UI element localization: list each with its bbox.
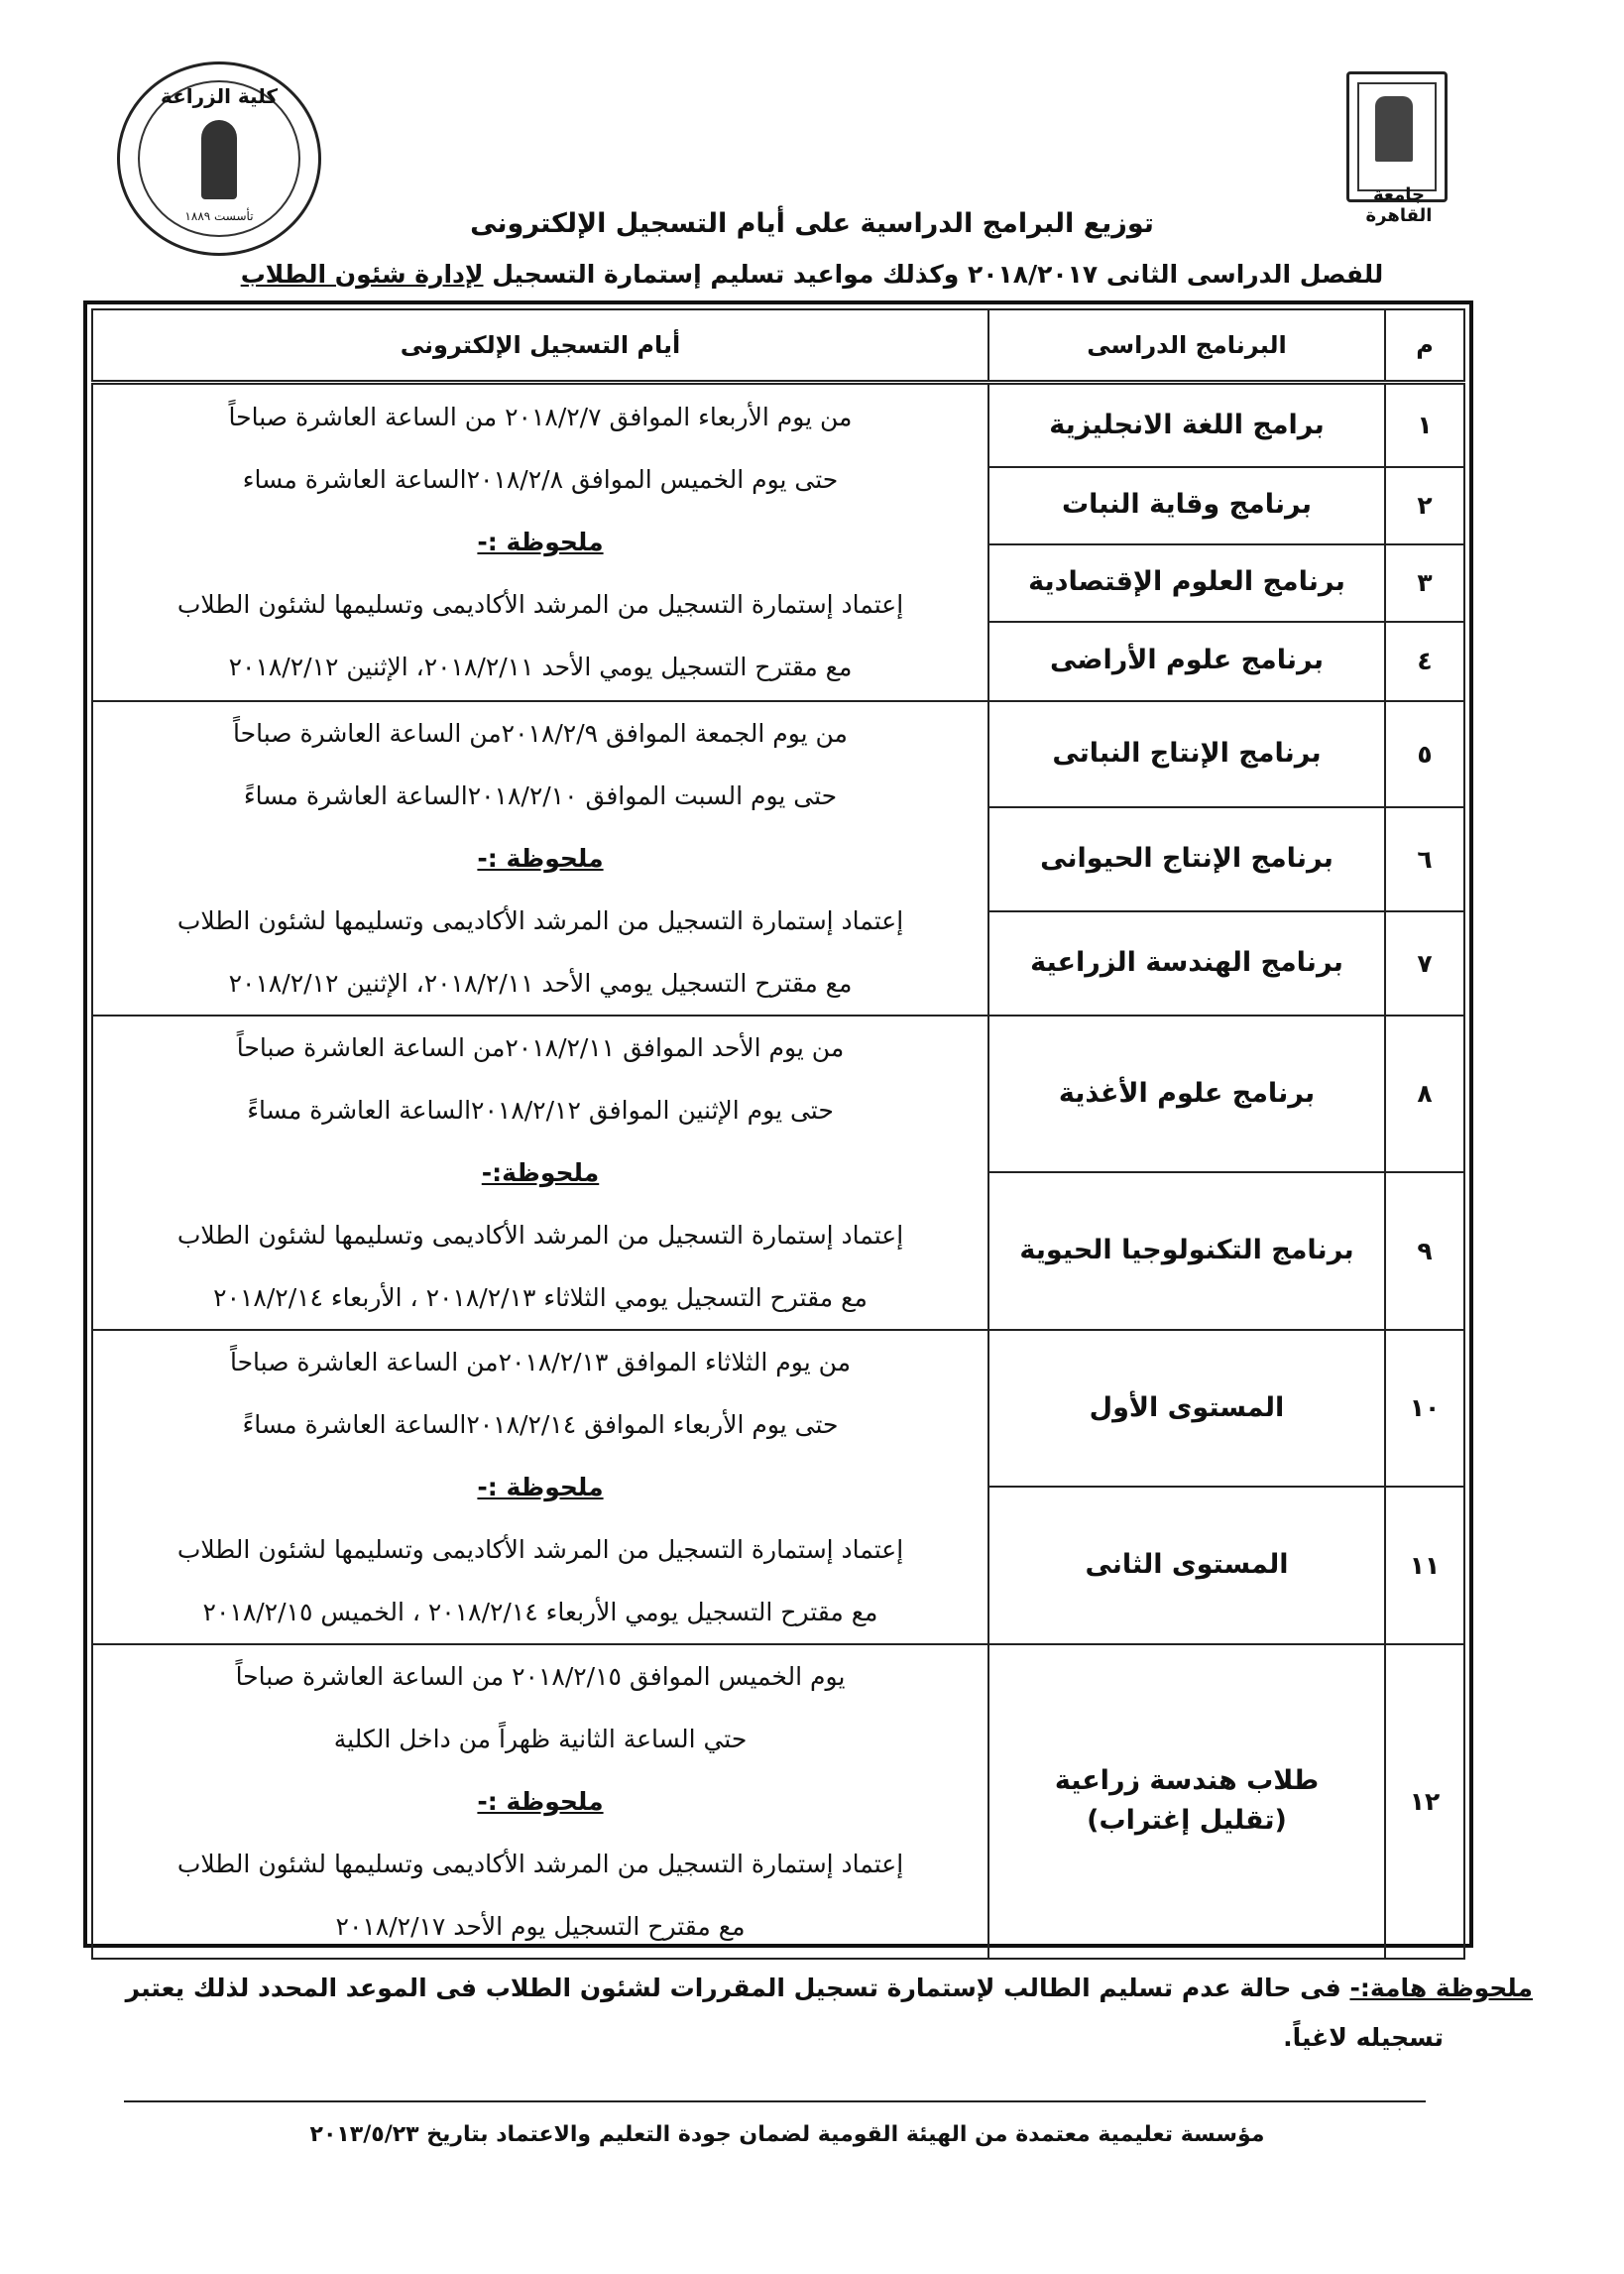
row-number: ٧ xyxy=(1385,911,1464,1016)
row-program: المستوى الأول xyxy=(988,1330,1385,1488)
row-number: ١٠ xyxy=(1385,1330,1464,1488)
days-line: من يوم الأحد الموافق ٢٠١٨/٢/١١من الساعة العاشرة صباحاً xyxy=(236,1032,845,1062)
row-number: ٢ xyxy=(1385,467,1464,544)
table-row xyxy=(92,383,1464,467)
days-line: مع مقترح التسجيل يومي الأحد ٢٠١٨/٢/١١، الإثنين ٢٠١٨/٢/١٢ xyxy=(228,653,853,682)
days-line: مع مقترح التسجيل يومي الأربعاء ٢٠١٨/٢/١٤ ، الخميس ٢٠١٨/٢/١٥ xyxy=(202,1597,878,1626)
days-note-label: ملحوظة :- xyxy=(477,843,604,873)
days-line: مع مقترح التسجيل يومي الأحد ٢٠١٨/٢/١١، الإثنين ٢٠١٨/٢/١٢ xyxy=(228,968,853,998)
registration-days-cell xyxy=(92,1330,988,1644)
days-line: مع مقترح التسجيل يوم الأحد ٢٠١٨/٢/١٧ xyxy=(335,1911,746,1941)
row-program: برنامج وقاية النبات xyxy=(988,467,1385,544)
important-note-text: فى حالة عدم تسليم الطالب لإستمارة تسجيل المقررات لشئون الطلاب فى الموعد المحدد لذلك يعتبر xyxy=(125,1974,1350,2002)
row-program: برنامج الهندسة الزراعية xyxy=(988,911,1385,1016)
important-note-line-2: تسجيله لاغياً. xyxy=(1283,2023,1444,2052)
header-days: أيام التسجيل الإلكترونى xyxy=(92,309,988,383)
row-number: ٥ xyxy=(1385,701,1464,808)
days-line: من يوم الجمعة الموافق ٢٠١٨/٢/٩من الساعة العاشرة صباحاً xyxy=(233,718,848,748)
registration-days-cell xyxy=(92,1644,988,1959)
document-title: توزيع البرامج الدراسية على أيام التسجيل الإلكترونى xyxy=(470,208,1154,239)
row-number: ٦ xyxy=(1385,807,1464,911)
row-program: برنامج علوم الأراضى xyxy=(988,622,1385,701)
row-number: ١ xyxy=(1385,383,1464,467)
faculty-seal-logo xyxy=(117,61,321,256)
row-program: برنامج العلوم الإقتصادية xyxy=(988,544,1385,622)
days-note-label: ملحوظة :- xyxy=(477,1786,604,1816)
table-row xyxy=(92,1644,1464,1959)
row-number: ٩ xyxy=(1385,1172,1464,1330)
row-number: ١٢ xyxy=(1385,1644,1464,1959)
header-num: م xyxy=(1385,309,1464,383)
days-line: حتى يوم السبت الموافق ٢٠١٨/٢/١٠الساعة العاشرة مساءً xyxy=(243,780,838,810)
row-number: ٨ xyxy=(1385,1016,1464,1173)
days-line: حتي الساعة الثانية ظهراً من داخل الكلية xyxy=(333,1724,748,1753)
days-line: إعتماد إستمارة التسجيل من المرشد الأكاديمى وتسليمها لشئون الطلاب xyxy=(176,590,904,620)
statue-icon xyxy=(1375,96,1413,162)
days-line: إعتماد إستمارة التسجيل من المرشد الأكاديمى وتسليمها لشئون الطلاب xyxy=(176,1849,904,1878)
footer-accreditation: مؤسسة تعليمية معتمدة من الهيئة القومية لضمان جودة التعليم والاعتماد بتاريخ ٢٠١٣/٥/٢٣ xyxy=(309,2122,1265,2147)
header-program: البرنامج الدراسى xyxy=(988,309,1385,383)
subtitle-underlined: لإدارة شئون الطلاب xyxy=(240,260,484,289)
row-program: برنامج التكنولوجيا الحيوية xyxy=(988,1172,1385,1330)
days-line: حتى يوم الأربعاء الموافق ٢٠١٨/٢/١٤الساعة العاشرة مساءً xyxy=(242,1409,839,1439)
days-line: مع مقترح التسجيل يومي الثلاثاء ٢٠١٨/٢/١٣ ، الأربعاء ٢٠١٨/٢/١٤ xyxy=(213,1282,868,1312)
table-row xyxy=(92,1330,1464,1488)
days-note-label: ملحوظة :- xyxy=(477,1472,604,1501)
university-logo-caption: جامعة القاهرة xyxy=(1365,184,1433,226)
days-line: من يوم الثلاثاء الموافق ٢٠١٨/٢/١٣من الساعة العاشرة صباحاً xyxy=(229,1347,852,1376)
days-line: يوم الخميس الموافق ٢٠١٨/٢/١٥ من الساعة العاشرة صباحاً xyxy=(235,1661,846,1691)
important-note xyxy=(85,1964,1533,2063)
seal-figure-icon xyxy=(201,120,237,199)
row-program: برنامج علوم الأغذية xyxy=(988,1016,1385,1173)
days-line: إعتماد إستمارة التسجيل من المرشد الأكاديمى وتسليمها لشئون الطلاب xyxy=(176,1534,904,1564)
days-line: حتى يوم الخميس الموافق ٢٠١٨/٢/٨الساعة العاشرة مساء xyxy=(242,465,839,495)
document-subtitle xyxy=(159,260,1465,289)
row-program: برنامج الإنتاج النباتى xyxy=(988,701,1385,808)
days-line: من يوم الأربعاء الموافق ٢٠١٨/٢/٧ من الساعة العاشرة صباحاً xyxy=(228,403,853,432)
table-row xyxy=(92,1016,1464,1173)
table-row xyxy=(92,701,1464,808)
schedule-table xyxy=(91,308,1465,1960)
row-number: ١١ xyxy=(1385,1487,1464,1644)
important-note-line xyxy=(85,1964,1533,2013)
row-program: المستوى الثانى xyxy=(988,1487,1385,1644)
seal-title: كلية الزراعة xyxy=(160,84,279,108)
days-note-label: ملحوظة:- xyxy=(481,1157,600,1187)
subtitle-main: للفصل الدراسى الثانى ٢٠١٨/٢٠١٧ وكذلك مواعيد تسليم إستمارة التسجيل xyxy=(483,260,1384,289)
table-header-row xyxy=(92,309,1464,383)
row-program: برنامج الإنتاج الحيوانى xyxy=(988,807,1385,911)
row-program-line: (تقليل إغتراب) xyxy=(1087,1805,1287,1836)
university-logo xyxy=(1346,71,1448,202)
row-program xyxy=(988,1644,1385,1959)
row-number: ٣ xyxy=(1385,544,1464,622)
seal-year: تأسست ١٨٨٩ xyxy=(184,209,254,223)
row-program: برامج اللغة الانجليزية xyxy=(988,383,1385,467)
footer-divider xyxy=(124,2100,1426,2102)
row-number: ٤ xyxy=(1385,622,1464,701)
important-note-label: ملحوظة هامة:- xyxy=(1349,1974,1533,2002)
row-program-line: طلاب هندسة زراعية xyxy=(1054,1764,1320,1796)
days-line: إعتماد إستمارة التسجيل من المرشد الأكاديمى وتسليمها لشئون الطلاب xyxy=(176,905,904,935)
days-note-label: ملحوظة :- xyxy=(477,528,604,557)
registration-days-cell xyxy=(92,383,988,701)
registration-days-cell xyxy=(92,1016,988,1330)
days-line: إعتماد إستمارة التسجيل من المرشد الأكاديمى وتسليمها لشئون الطلاب xyxy=(176,1220,904,1250)
registration-days-cell xyxy=(92,701,988,1016)
days-line: حتى يوم الإثنين الموافق ٢٠١٨/٢/١٢الساعة العاشرة مساءً xyxy=(247,1095,834,1125)
